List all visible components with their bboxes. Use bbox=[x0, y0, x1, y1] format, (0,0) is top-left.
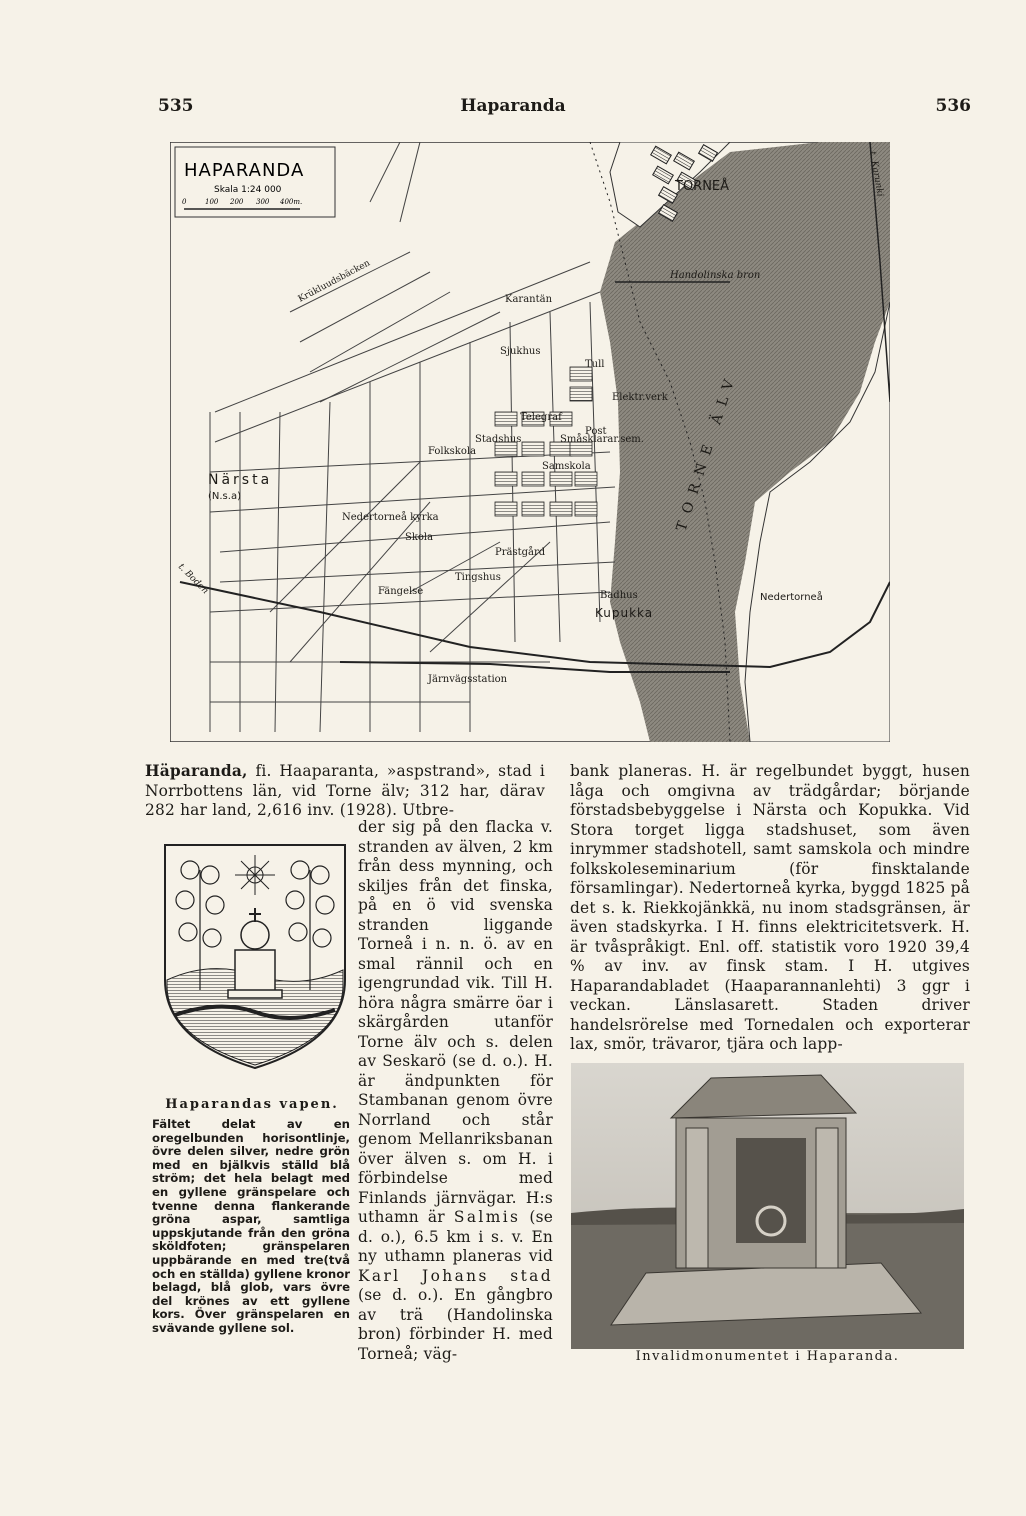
label-narsta-sub: (N.s.a) bbox=[208, 491, 241, 502]
label-tull: Tull bbox=[585, 359, 605, 370]
scale-tick-400: 400m. bbox=[280, 198, 303, 206]
monument-pillar-right bbox=[816, 1128, 838, 1268]
monument-pillar-left bbox=[686, 1128, 708, 1268]
monument-photo bbox=[571, 1063, 964, 1349]
left-page-number: 535 bbox=[158, 96, 194, 116]
scale-tick-0: 0 bbox=[182, 198, 187, 206]
label-narsta: Närsta bbox=[208, 472, 273, 488]
coat-of-arms bbox=[160, 840, 350, 1070]
label-fangelse: Fängelse bbox=[378, 586, 424, 597]
globe-icon bbox=[241, 921, 269, 949]
article-salmis: Salmis bbox=[453, 1208, 521, 1226]
label-nedertornea-kyrka: Nedertorneå kyrka bbox=[342, 512, 439, 523]
map-title: HAPARANDA bbox=[184, 160, 305, 181]
label-elektrverk: Elektr.verk bbox=[612, 392, 668, 403]
label-boden: t. Boden bbox=[175, 562, 211, 597]
label-telegraf: Telegraf bbox=[520, 412, 562, 423]
monument-plaque bbox=[736, 1138, 806, 1243]
label-krykluudsbacken: Krükluudsbäcken bbox=[296, 258, 372, 305]
label-stadshus: Stadshus bbox=[475, 434, 522, 445]
label-smasklararsem: Småsklarar.sem. bbox=[560, 434, 644, 445]
label-karunki: t. Karunki bbox=[867, 150, 885, 198]
article-headword: Häparanda, bbox=[145, 762, 248, 780]
label-karantan: Karantän bbox=[505, 294, 553, 305]
article-karl-johans-stad: Karl Johans stad bbox=[358, 1266, 553, 1285]
article-right-column: bank planeras. H. är regelbundet byggt, husen låga och omgivna av trädgårdar; börjande förstadsbebyggelse i Närsta och Kopukka. Vid Stora torget ligga stadshuset, som även inrymmer stadshotell, samt samskola och mindre folkskoleseminarium (för finsktalande församlingar). Nedertorneå kyrka, byggd 1825 på det s. k. Riekkojänkkä, nu inom stadsgränsen, är även stadskyrka. I H. finns elektricitetsverk. H. är tvåspråkigt. Enl. off. statistik voro 1920 39,4 % av inv. av finsk stam. I H. utgives Haparandabladet (Haaparannanlehti) 3 ggr i veckan. Länslasarett. Staden driver handelsrörelse med Tornedalen och exporterar lax, smör, trävaror, tjära och lapp- bbox=[570, 762, 970, 1053]
label-nedertornea: Nedertorneå bbox=[760, 592, 823, 603]
city-map bbox=[170, 142, 890, 742]
article-middle-text-1: der sig på den flacka v. stranden av älven, 2 km från dess mynning, och skiljes från det finska, på en ö vid svenska stranden liggande Torneå i n. n. ö. av en smal rännil och en igengrundad vik. Till H. höra några smärre öar i skärgården utanför Torne älv och s. delen av Seskarö (se d. o.). H. är ändpunkten för Stambanan genom övre Norrland och står genom Mellanriksbanan över älven s. om H. i förbindelse med Finlands järnvägar. H:s uthamn är bbox=[358, 818, 553, 1226]
border-pillar-icon bbox=[235, 950, 275, 995]
sun-icon bbox=[235, 855, 275, 895]
city-map-svg bbox=[170, 142, 890, 742]
label-kupukka: Kupukka bbox=[595, 606, 654, 620]
article-intro bbox=[145, 762, 545, 821]
coat-of-arms-description: Fältet delat av en oregelbunden horisontlinje, övre delen silver, nedre grön med en bjälkvis ställd blå ström; det hela belagt med en gyllene gränspelare och tvenne denna flankerande gröna aspar, samtliga uppskjutande från den gröna sköldfoten; gränspelaren uppbärande en med tre(två och en ställda) gyllene kronor belagd, blå glob, vars övre del krönes av ett gyllene kors. Över gränspelaren en svävande gyllene sol. bbox=[152, 1117, 350, 1335]
scale-tick-100: 100 bbox=[205, 198, 219, 206]
article-middle-text-2: (se d. o.), 6.5 km i s. v. En ny uthamn planeras vid bbox=[358, 1208, 554, 1265]
article-intro-text: fi. Haaparanta, »aspstrand», stad i Norrbottens län, vid Torne älv; 312 har, därav 282 har land, 2,616 inv. (1928). Utbre- bbox=[145, 762, 545, 819]
map-scale: Skala 1:24 000 bbox=[214, 185, 282, 195]
scale-tick-300: 300 bbox=[256, 198, 270, 206]
article-middle-text-3: (se d. o.). En gångbro av trä (Handolinska bron) förbinder H. med Torneå; väg- bbox=[358, 1286, 553, 1363]
label-skola: Skola bbox=[405, 532, 434, 543]
map-legend bbox=[175, 147, 335, 217]
right-page-number: 536 bbox=[935, 96, 971, 116]
label-folkskola: Folkskola bbox=[428, 446, 477, 457]
photo-caption: Invalidmonumentet i Haparanda. bbox=[635, 1349, 900, 1364]
label-bridge: Handolinska bron bbox=[670, 270, 761, 281]
label-tornea: TORNEÅ bbox=[675, 179, 730, 194]
label-prastgard: Prästgård bbox=[495, 547, 546, 558]
label-jarnvagsstation: Järnvägsstation bbox=[428, 674, 508, 685]
label-tingshus: Tingshus bbox=[455, 572, 501, 583]
label-badhus: Badhus bbox=[600, 590, 638, 601]
scale-tick-200: 200 bbox=[230, 198, 244, 206]
label-sjukhus: Sjukhus bbox=[500, 346, 541, 357]
label-post: Post bbox=[585, 426, 607, 437]
label-torne-alv: TORNE ÄLV bbox=[673, 369, 741, 534]
coat-of-arms-title: Haparandas vapen. bbox=[165, 1097, 339, 1112]
page-title: Haparanda bbox=[460, 96, 566, 116]
article-middle-column bbox=[358, 818, 553, 1364]
label-samskola: Samskola bbox=[542, 461, 591, 472]
